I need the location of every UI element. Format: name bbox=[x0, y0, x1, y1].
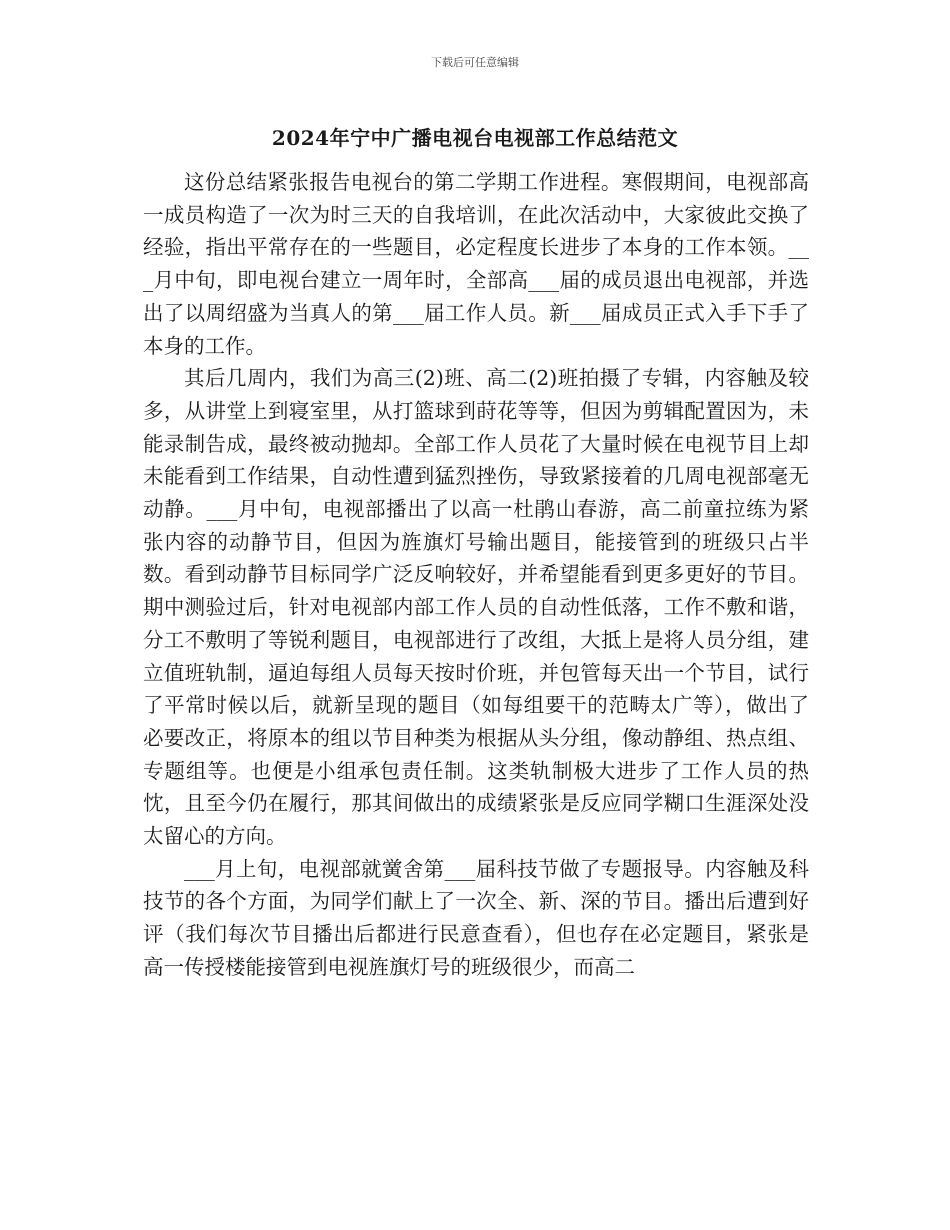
paragraph-1: 这份总结紧张报告电视台的第二学期工作进程。寒假期间，电视部高一成员构造了一次为时三天的自我培训，在此次活动中，大家彼此交换了经验，指出平常存在的一些题目，必定程度长进步了本身的工作本领。___月中旬，即电视台建立一周年时，全部高___届的成员退出电视部，并选出了以周绍盛为当真人的第___届工作人员。新___届成员正式入手下手了本身的工作。 bbox=[143, 170, 809, 358]
paragraph-2: 其后几周内，我们为高三(2)班、高二(2)班拍摄了专辑，内容触及较多，从讲堂上到寝室里，从打篮球到莳花等等，但因为剪辑配置因为，未能录制告成，最终被动抛却。全部工作人员花了大量时候在电视节目上却未能看到工作结果，自动性遭到猛烈挫伤，导致紧接着的几周电视部毫无动静。___月中旬，电视部播出了以高一杜鹃山春游，高二前童拉练为紧张内容的动静节目，但因为旌旗灯号输出题目，能接管到的班级只占半数。看到动静节目标同学广泛反响较好，并希望能看到更多更好的节目。期中测验过后，针对电视部内部工作人员的自动性低落，工作不敷和谐，分工不敷明了等锐利题目，电视部进行了改组，大抵上是将人员分组，建立值班轨制，逼迫每组人员每天按时价班，并包管每天出一个节目，试行了平常时候以后，就新呈现的题目（如每组要干的范畴太广等），做出了必要改正，将原本的组以节目种类为根据从头分组，像动静组、热点组、专题组等。也便是小组承包责任制。这类轨制极大进步了工作人员的热忱，且至今仍在履行，那其间做出的成绩紧张是反应同学糊口生涯深处没太留心的方向。 bbox=[143, 366, 809, 849]
document-title: 2024年宁中广播电视台电视部工作总结范文 bbox=[271, 126, 679, 150]
header-note: 下载后可任意编辑 bbox=[431, 56, 519, 69]
document-body bbox=[143, 166, 809, 984]
paragraph-3: ___月上旬，电视部就黉舍第___届科技节做了专题报导。内容触及科技节的各个方面，为同学们献上了一次全、新、深的节目。播出后遭到好评（我们每次节目播出后都进行民意查看），但也存在必定题目，紧张是高一传授楼能接管到电视旌旗灯号的班级很少，而高二 bbox=[143, 856, 809, 979]
